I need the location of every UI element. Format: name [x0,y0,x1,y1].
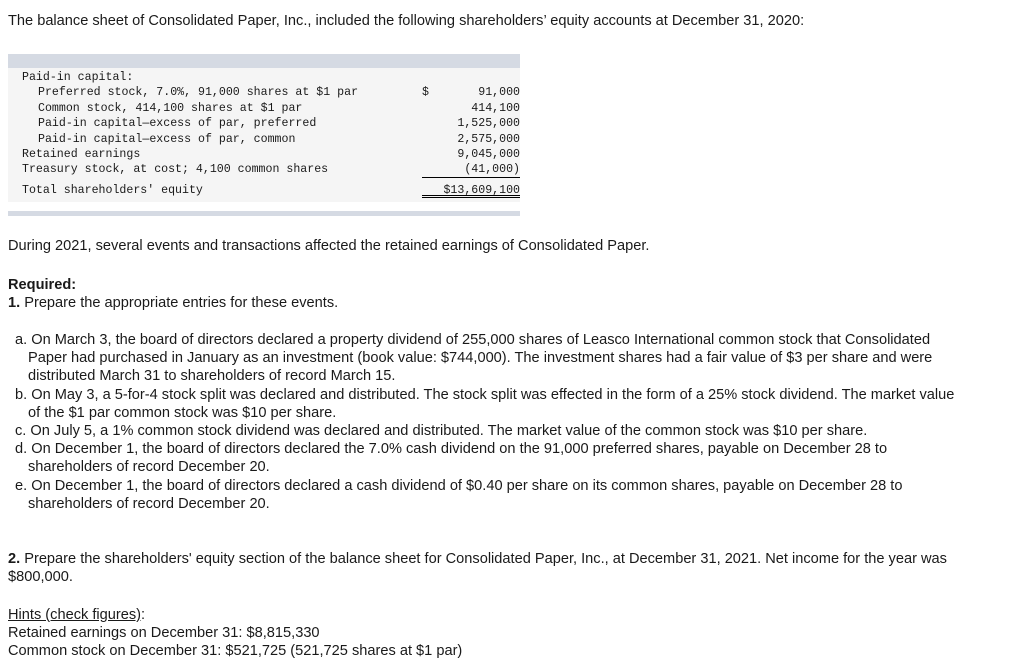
required-label: Required: [8,277,77,293]
row-label: Preferred stock, 7.0%, 91,000 shares at $1 par [38,86,359,100]
table-row [8,162,520,177]
row-amount: 414,100 [471,101,520,115]
hints-section [8,606,462,661]
hint-line: Common stock on December 31: $521,725 (521,725 shares at $1 par) [8,643,463,660]
equity-table [8,54,520,216]
event-item: a. On March 3, the board of directors declared a property dividend of 255,000 shares of Leasco International common stock that Consolidated Paper had purchased in January as an investment (book value: $744,000). The investment shares had a fair value of $3 per share and were distributed March 31 to shareholders of record March 15. [15,332,933,385]
q2-text: Prepare the shareholders' equity section of the balance sheet for Consolidated Paper, Inc., at December 31, 2021. Net income for the year was $800,000. [8,551,947,586]
total-row [8,183,520,198]
q1-number: 1. [8,295,21,311]
row-amount: 2,575,000 [457,132,520,146]
total-amount: $13,609,100 [422,183,520,198]
row-amount: 1,525,000 [457,117,520,131]
table-row [8,147,520,162]
row-label: Paid-in capital—excess of par, preferred [38,117,317,131]
table-bottom-bar [8,211,520,216]
row-label: Common stock, 414,100 shares at $1 par [38,101,303,115]
table-row [8,85,520,100]
row-label: Treasury stock, at cost; 4,100 common shares [22,163,329,177]
q2-number: 2. [8,551,21,567]
row-amount: (41,000) [422,162,520,177]
event-item: c. On July 5, a 1% common stock dividend was declared and distributed. The market value of the common stock was $10 per share. [15,423,868,440]
required-section [8,276,338,312]
hint-line: Retained earnings on December 31: $8,815,330 [8,625,320,642]
row-label: Paid-in capital—excess of par, common [38,132,296,146]
table-header: Paid-in capital: [22,71,134,84]
events-list [8,331,968,513]
hints-colon: : [141,607,146,623]
event-item: b. On May 3, a 5-for-4 stock split was declared and distributed. The stock split was effected in the form of a 25% stock dividend. The market value of the $1 par common stock was $10 per share. [15,386,955,421]
row-amount: 9,045,000 [457,147,520,161]
row-amount: 91,000 [478,86,520,100]
currency-sign: $ [422,86,429,100]
q1-text: Prepare the appropriate entries for these events. [20,295,339,311]
row-label: Retained earnings [22,147,141,161]
table-row [8,116,520,131]
event-item: d. On December 1, the board of directors declared the 7.0% cash dividend on the 91,000 preferred shares, payable on December 28 to shareholders of record December 20. [15,441,888,476]
table-row [8,101,520,116]
total-label: Total shareholders' equity [22,183,203,197]
table-row [8,132,520,147]
q2 [8,550,968,586]
hints-link[interactable]: Hints (check figures) [8,607,142,623]
table-top-bar [8,54,520,68]
events-intro: During 2021, several events and transactions affected the retained earnings of Consolidated Paper. [8,238,650,254]
event-item: e. On December 1, the board of directors declared a cash dividend of $0.40 per share on its common shares, payable on December 28 to shareholders of record December 20. [15,477,903,512]
intro-text: The balance sheet of Consolidated Paper, Inc., included the following shareholders’ equity accounts at December 31, 2020: [8,13,805,29]
